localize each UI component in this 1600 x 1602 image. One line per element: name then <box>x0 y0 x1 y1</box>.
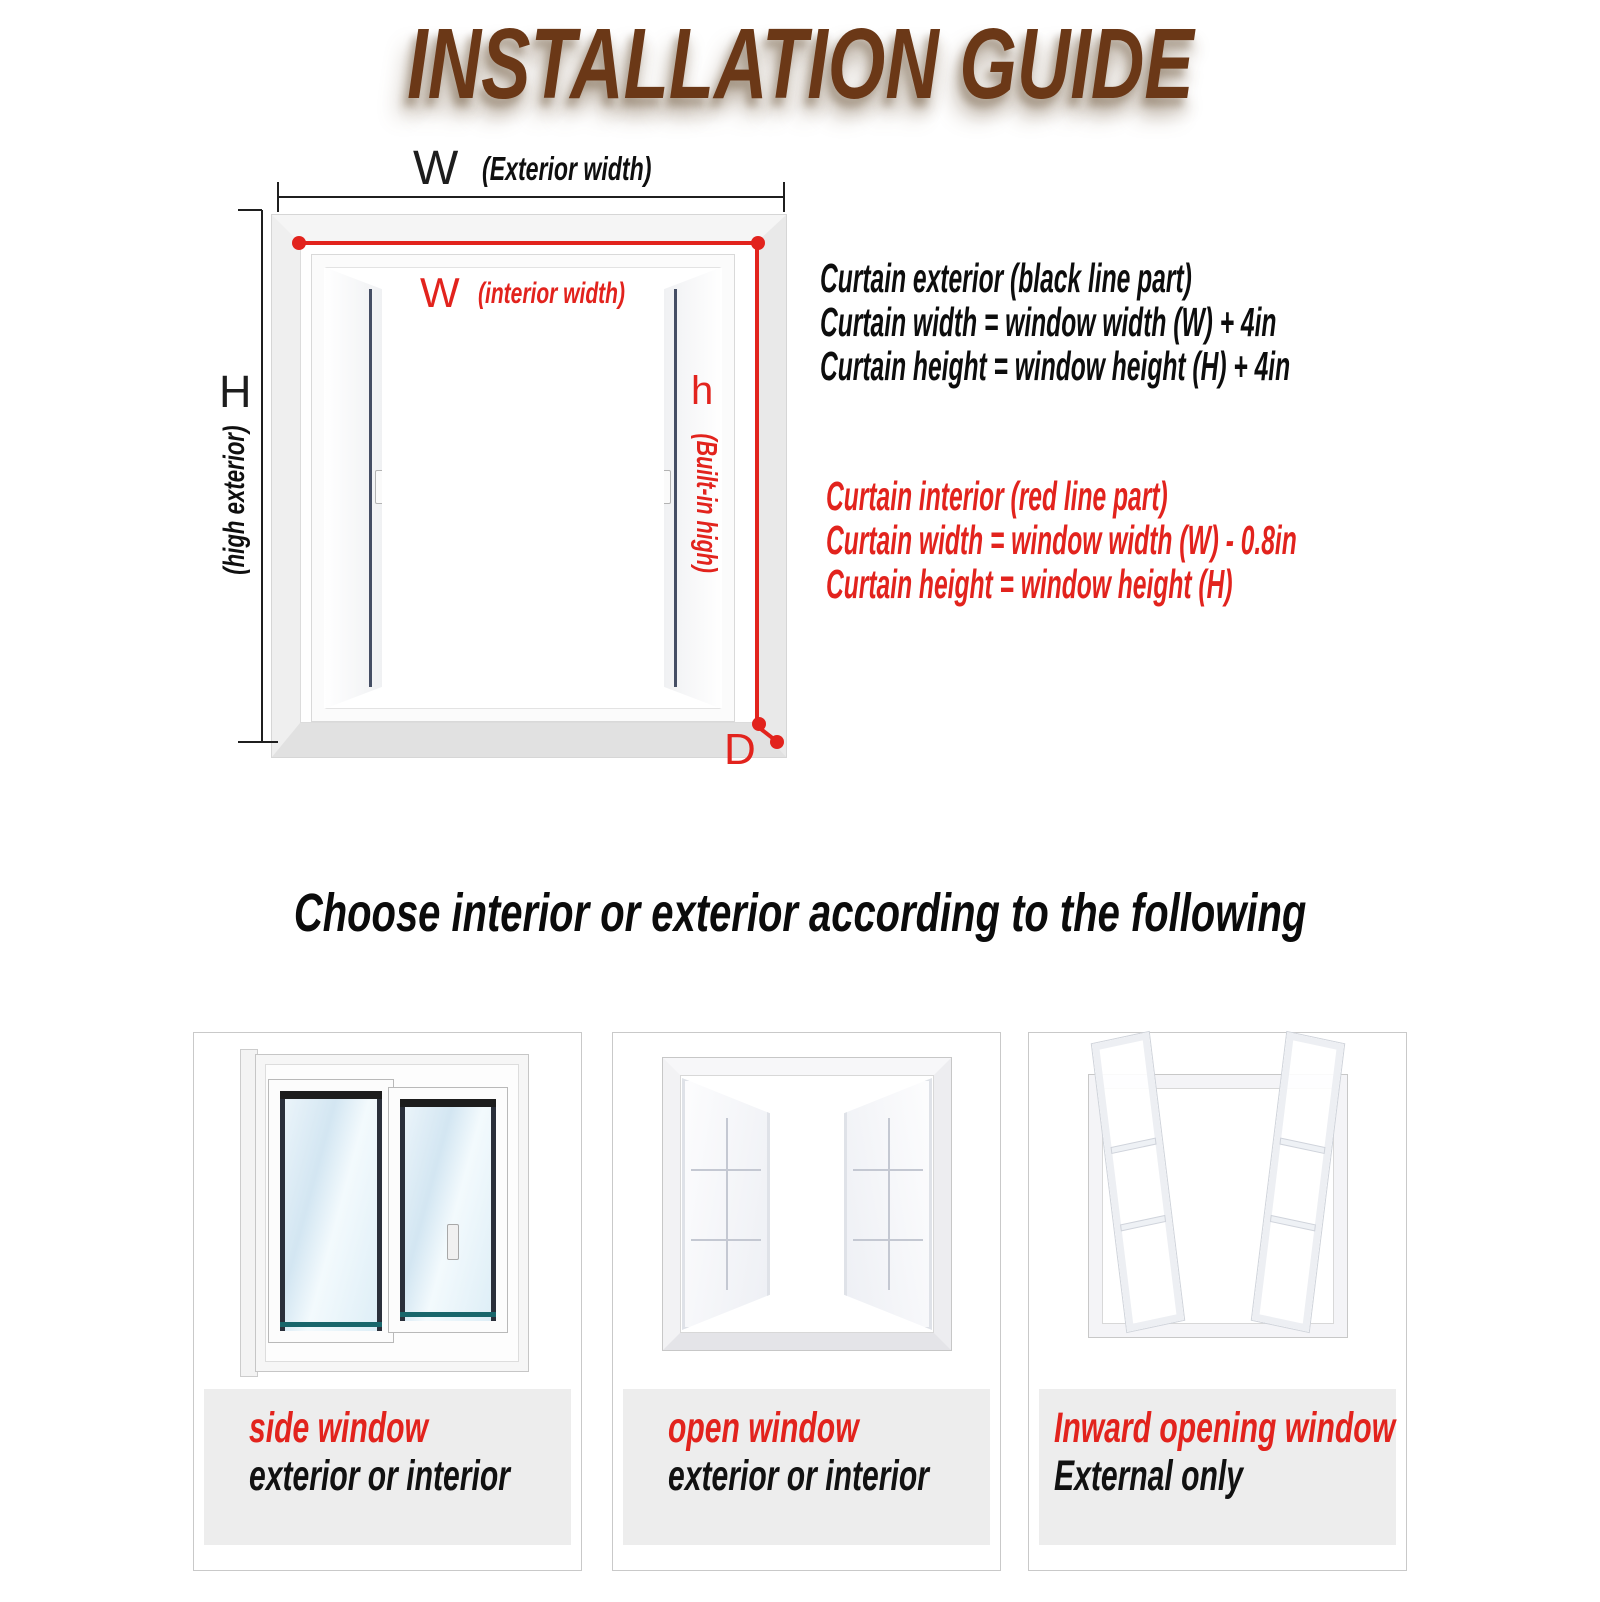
panel-caption <box>204 1389 571 1545</box>
interior-note <box>826 474 1600 606</box>
red-corner-dot <box>751 236 765 250</box>
panel-subtitle: exterior or interior <box>249 1452 510 1500</box>
interior-note-line: Curtain interior (red line part) <box>826 473 1168 519</box>
panel-inward-opening-window <box>1028 1032 1407 1571</box>
sash-glass-edge <box>674 289 677 687</box>
depth-symbol: D <box>724 725 756 774</box>
exterior-note <box>820 256 1600 388</box>
panel-subtitle: External only <box>1054 1452 1244 1500</box>
panel-caption <box>1039 1389 1396 1545</box>
sash-handle <box>375 470 386 504</box>
exterior-note-line: Curtain width = window width (W) + 4in <box>820 299 1277 345</box>
panel-title: open window <box>668 1404 859 1452</box>
sash-cross-bar <box>1112 1139 1156 1153</box>
panel-subtitle: exterior or interior <box>668 1452 929 1500</box>
casement-sash-left <box>682 1078 770 1330</box>
sliding-window-frame <box>256 1055 528 1371</box>
sash-grid-bar <box>888 1118 890 1289</box>
interior-note-line: Curtain height = window height (H) <box>826 561 1233 607</box>
exterior-height-symbol: H <box>219 366 252 417</box>
sash-cross-bar <box>1271 1216 1315 1230</box>
sash-grid-bar <box>726 1118 728 1289</box>
sash-glass-edge <box>369 289 372 687</box>
section-heading: Choose interior or exterior according to the following <box>293 883 1307 943</box>
built-in-height-label: (Built-in high) <box>690 433 723 573</box>
exterior-note-line: Curtain exterior (black line part) <box>820 255 1192 301</box>
casement-window-frame <box>663 1058 951 1350</box>
pane-bottom-seal <box>400 1312 496 1317</box>
panel-caption <box>623 1389 990 1545</box>
dimension-tick <box>238 209 262 211</box>
pane-top-bar <box>400 1099 496 1107</box>
dimension-tick <box>238 741 278 743</box>
red-measure-line-right <box>755 243 759 724</box>
red-measure-line-top <box>299 241 755 245</box>
page-title <box>0 8 1600 120</box>
open-sash-left <box>324 267 382 709</box>
sliding-pane-right <box>389 1088 507 1332</box>
sash-cross-bar <box>1121 1216 1165 1230</box>
dimension-line-width <box>278 196 784 198</box>
exterior-width-symbol: W <box>413 142 459 195</box>
panel-title: Inward opening window <box>1054 1404 1396 1452</box>
red-corner-dot <box>292 236 306 250</box>
interior-note-line: Curtain width = window width (W) - 0.8in <box>826 517 1297 563</box>
window-handle <box>447 1224 459 1260</box>
dimension-line-height <box>261 210 263 742</box>
window-inner-frame <box>312 255 734 721</box>
interior-width-label: (interior width) <box>478 277 625 310</box>
pane-top-bar <box>280 1091 382 1099</box>
dimension-tick <box>783 182 785 212</box>
panel-title: side window <box>249 1404 428 1452</box>
sliding-pane-left <box>269 1080 393 1342</box>
exterior-height-label: (high exterior) <box>218 425 251 575</box>
sash-handle <box>660 470 671 504</box>
pane-bottom-seal <box>280 1322 382 1327</box>
exterior-note-line: Curtain height = window height (H) + 4in <box>820 343 1291 389</box>
panel-side-window <box>193 1032 582 1571</box>
built-in-height-symbol: h <box>691 369 714 413</box>
panel-open-window <box>612 1032 1001 1571</box>
sash-cross-bar <box>1280 1139 1324 1153</box>
page-title-text: INSTALLATION GUIDE <box>406 8 1194 120</box>
exterior-width-label: (Exterior width) <box>482 150 652 187</box>
dimension-tick <box>277 182 279 212</box>
red-corner-dot <box>770 735 784 749</box>
casement-sash-right <box>844 1078 932 1330</box>
interior-width-symbol: W <box>420 269 460 316</box>
